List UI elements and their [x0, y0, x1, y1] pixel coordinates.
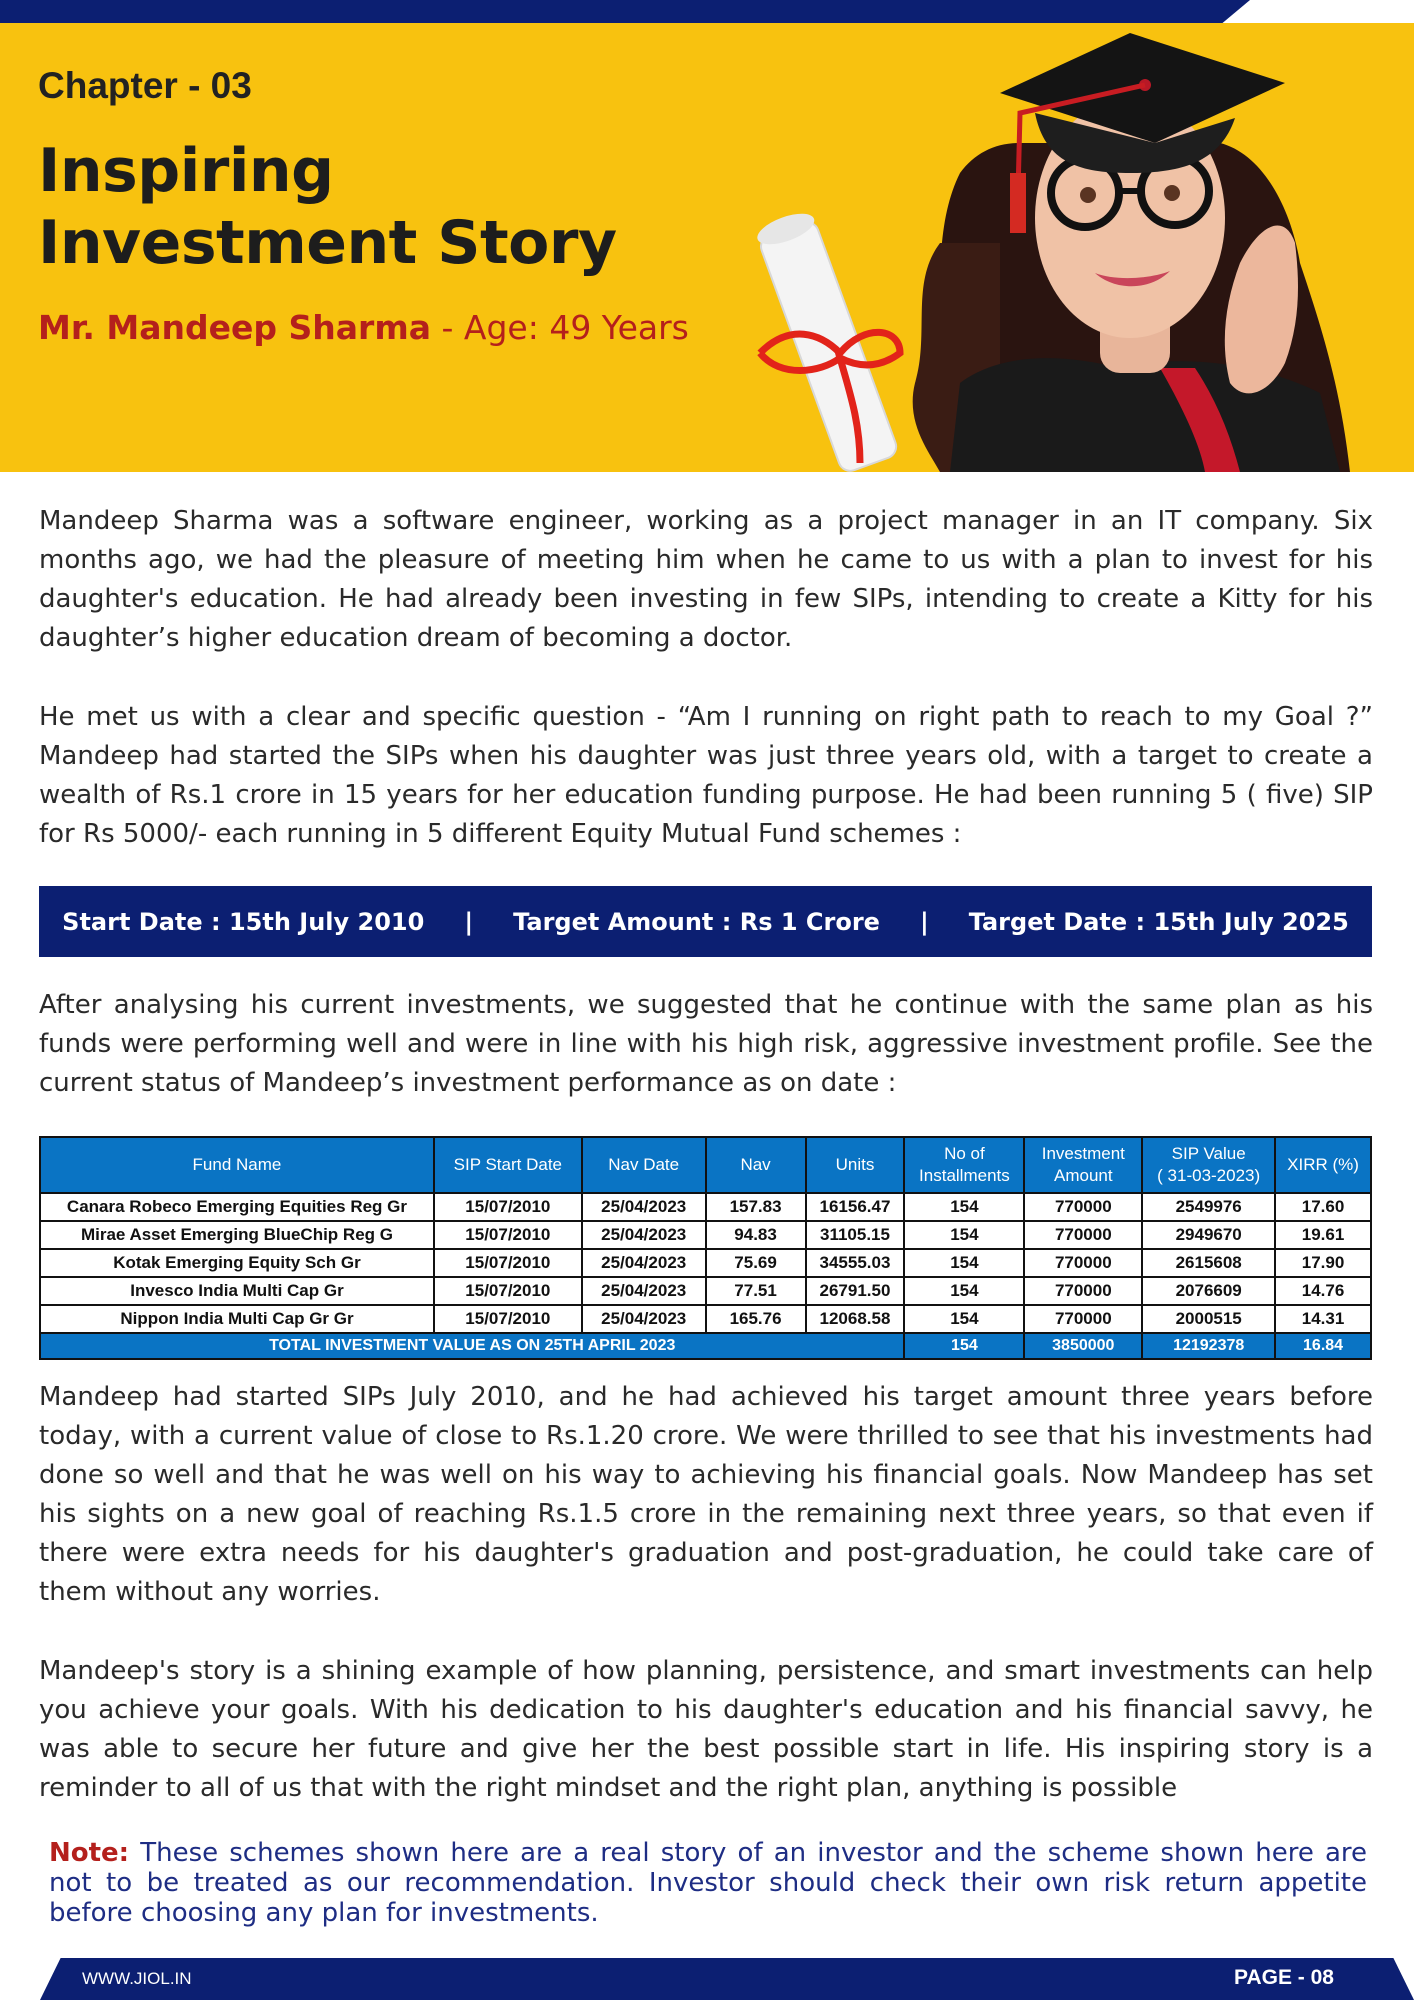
- disclaimer-note: [49, 1838, 1367, 1928]
- intro-paragraph-2: [39, 698, 1373, 854]
- intro-paragraph-1: [39, 502, 1373, 658]
- header-line: No of: [944, 1144, 985, 1163]
- header-sip-value: [1142, 1137, 1275, 1193]
- text-line: them without any worries.: [39, 1577, 381, 1607]
- cell-units: 31105.15: [806, 1221, 905, 1249]
- cell-installments: 154: [904, 1221, 1024, 1249]
- cell-sip-start-date: 15/07/2010: [434, 1305, 582, 1333]
- cell-nav: 165.76: [706, 1305, 806, 1333]
- cell-xirr: 17.90: [1275, 1249, 1371, 1277]
- cell-sip-start-date: 15/07/2010: [434, 1277, 582, 1305]
- top-bar-stripe: [0, 0, 1250, 23]
- cell-investment: 770000: [1024, 1305, 1142, 1333]
- eye-left: [1080, 187, 1096, 203]
- text-line: today, with a current value of close to Rs.1.20 crore. We were thrilled to see that his investments had: [39, 1421, 1373, 1451]
- cell-investment: 770000: [1024, 1249, 1142, 1277]
- text-line: He met us with a clear and specific question - “Am I running on right path to reach to my Goal ?”: [39, 702, 1373, 732]
- text-line: Mandeep Sharma was a software engineer, working as a project manager in an IT company. Six: [39, 506, 1373, 536]
- text-line: done so well and that he was well on his way to achieving his financial goals. Now Mandeep has set: [39, 1460, 1373, 1490]
- header-installments: [904, 1137, 1024, 1193]
- header-line: Investment: [1041, 1144, 1125, 1163]
- table-row: [40, 1277, 1371, 1305]
- person-age: - Age: 49 Years: [431, 308, 689, 347]
- text-line: was able to secure her future and give her the best possible start in life. His inspiring story is a: [39, 1734, 1373, 1764]
- graduate-woman-illustration: [700, 23, 1414, 472]
- text-line: his sights on a new goal of reaching Rs.1.5 crore in the remaining next three years, so that even if: [39, 1499, 1373, 1529]
- fund-performance-table: [39, 1136, 1372, 1360]
- cell-units: 12068.58: [806, 1305, 905, 1333]
- header-line: Amount: [1054, 1166, 1113, 1185]
- note-label: Note:: [49, 1838, 130, 1868]
- total-installments: 154: [904, 1333, 1024, 1359]
- separator: |: [464, 907, 474, 936]
- target-date: Target Date : 15th July 2025: [968, 907, 1349, 936]
- hero-banner: [0, 23, 1414, 472]
- separator: |: [919, 907, 929, 936]
- cell-nav-date: 25/04/2023: [582, 1193, 706, 1221]
- text-line: daughter's education. He had already been investing in few SIPs, intending to create a Kitty for his: [39, 584, 1373, 614]
- cell-sip-value: 2000515: [1142, 1305, 1275, 1333]
- cell-nav-date: 25/04/2023: [582, 1221, 706, 1249]
- cell-units: 34555.03: [806, 1249, 905, 1277]
- header-sip-start-date: SIP Start Date: [434, 1137, 582, 1193]
- cap-tassel-end: [1010, 173, 1026, 233]
- cell-sip-value: 2949670: [1142, 1221, 1275, 1249]
- header-fund-name: Fund Name: [40, 1137, 434, 1193]
- header-line: SIP Value: [1171, 1144, 1246, 1163]
- table-row: [40, 1305, 1371, 1333]
- analysis-paragraph: [39, 986, 1373, 1103]
- text-line: Mandeep had started SIPs July 2010, and he had achieved his target amount three years before: [39, 1382, 1373, 1412]
- cell-installments: 154: [904, 1305, 1024, 1333]
- cell-xirr: 17.60: [1275, 1193, 1371, 1221]
- person-line: [38, 308, 689, 347]
- cell-sip-start-date: 15/07/2010: [434, 1249, 582, 1277]
- page-number: PAGE - 08: [1234, 1966, 1334, 1989]
- cell-nav: 157.83: [706, 1193, 806, 1221]
- cell-fund-name: Nippon India Multi Cap Gr Gr: [40, 1305, 434, 1333]
- table-row: [40, 1221, 1371, 1249]
- text-line: you achieve your goals. With his dedication to his daughter's education and his financial savvy, he: [39, 1695, 1373, 1725]
- cell-nav: 77.51: [706, 1277, 806, 1305]
- cell-sip-start-date: 15/07/2010: [434, 1221, 582, 1249]
- cell-nav: 75.69: [706, 1249, 806, 1277]
- cell-fund-name: Kotak Emerging Equity Sch Gr: [40, 1249, 434, 1277]
- header-investment-amount: [1024, 1137, 1142, 1193]
- cell-installments: 154: [904, 1277, 1024, 1305]
- cell-nav: 94.83: [706, 1221, 806, 1249]
- chapter-label: Chapter - 03: [38, 65, 252, 106]
- page-title-line1: Inspiring: [38, 136, 334, 206]
- cell-fund-name: Invesco India Multi Cap Gr: [40, 1277, 434, 1305]
- table-header-row: [40, 1137, 1371, 1193]
- table-total-row: [40, 1333, 1371, 1359]
- eye-right: [1164, 185, 1180, 201]
- person-name: Mr. Mandeep Sharma: [38, 308, 431, 347]
- cell-installments: 154: [904, 1249, 1024, 1277]
- cell-nav-date: 25/04/2023: [582, 1277, 706, 1305]
- cell-investment: 770000: [1024, 1221, 1142, 1249]
- text-line: funds were performing well and were in line with his high risk, aggressive investment profile. See the: [39, 1029, 1373, 1059]
- top-bar: [0, 0, 1414, 23]
- text-line: wealth of Rs.1 crore in 15 years for her education funding purpose. He had been running 5 ( five) SIP: [39, 780, 1373, 810]
- text-line: for Rs 5000/- each running in 5 different Equity Mutual Fund schemes :: [39, 819, 962, 849]
- outcome-paragraph-1: [39, 1378, 1373, 1612]
- total-label: TOTAL INVESTMENT VALUE AS ON 25TH APRIL 2023: [40, 1333, 904, 1359]
- header-units: Units: [806, 1137, 905, 1193]
- total-xirr: 16.84: [1275, 1333, 1371, 1359]
- footer-website-link[interactable]: WWW.JIOL.IN: [82, 1969, 192, 1988]
- header-nav: Nav: [706, 1137, 806, 1193]
- cell-nav-date: 25/04/2023: [582, 1305, 706, 1333]
- goal-info-band: [39, 886, 1372, 957]
- cell-nav-date: 25/04/2023: [582, 1249, 706, 1277]
- total-sip-value: 12192378: [1142, 1333, 1275, 1359]
- cell-fund-name: Mirae Asset Emerging BlueChip Reg G: [40, 1221, 434, 1249]
- table-row: [40, 1249, 1371, 1277]
- text-line: months ago, we had the pleasure of meeting him when he came to us with a plan to invest for his: [39, 545, 1373, 575]
- footer-bar: [0, 1958, 1414, 2000]
- cell-sip-value: 2076609: [1142, 1277, 1275, 1305]
- page-title: [38, 135, 617, 279]
- text-line: current status of Mandeep’s investment performance as on date :: [39, 1068, 897, 1098]
- cell-units: 16156.47: [806, 1193, 905, 1221]
- cell-xirr: 14.31: [1275, 1305, 1371, 1333]
- cell-units: 26791.50: [806, 1277, 905, 1305]
- text-line: After analysing his current investments, we suggested that he continue with the same plan as his: [39, 990, 1373, 1020]
- text-line: Mandeep had started the SIPs when his daughter was just three years old, with a target to create a: [39, 741, 1373, 771]
- outcome-paragraph-2: [39, 1652, 1373, 1808]
- cell-sip-value: 2549976: [1142, 1193, 1275, 1221]
- text-line: daughter’s higher education dream of becoming a doctor.: [39, 623, 793, 653]
- cell-installments: 154: [904, 1193, 1024, 1221]
- total-investment: 3850000: [1024, 1333, 1142, 1359]
- text-line: Mandeep's story is a shining example of how planning, persistence, and smart investments can help: [39, 1656, 1373, 1686]
- cell-fund-name: Canara Robeco Emerging Equities Reg Gr: [40, 1193, 434, 1221]
- cell-sip-start-date: 15/07/2010: [434, 1193, 582, 1221]
- cell-xirr: 19.61: [1275, 1221, 1371, 1249]
- text-line: there were extra needs for his daughter's graduation and post-graduation, he could take care of: [39, 1538, 1373, 1568]
- header-line: ( 31-03-2023): [1157, 1166, 1261, 1185]
- cell-sip-value: 2615608: [1142, 1249, 1275, 1277]
- cell-investment: 770000: [1024, 1193, 1142, 1221]
- page-title-line2: Investment Story: [38, 208, 617, 278]
- target-amount: Target Amount : Rs 1 Crore: [513, 907, 880, 936]
- footer-stripe: [40, 1958, 1414, 2000]
- header-nav-date: Nav Date: [582, 1137, 706, 1193]
- start-date: Start Date : 15th July 2010: [62, 907, 425, 936]
- header-xirr: XIRR (%): [1275, 1137, 1371, 1193]
- note-text: These schemes shown here are a real story of an investor and the scheme shown here are not to be treated as our recommendation. Investor should check their own risk return appetite before choosing any plan for investments.: [49, 1838, 1367, 1928]
- cell-xirr: 14.76: [1275, 1277, 1371, 1305]
- table-row: [40, 1193, 1371, 1221]
- text-line: reminder to all of us that with the right mindset and the right plan, anything is possible: [39, 1773, 1178, 1803]
- cell-investment: 770000: [1024, 1277, 1142, 1305]
- header-line: Installments: [919, 1166, 1010, 1185]
